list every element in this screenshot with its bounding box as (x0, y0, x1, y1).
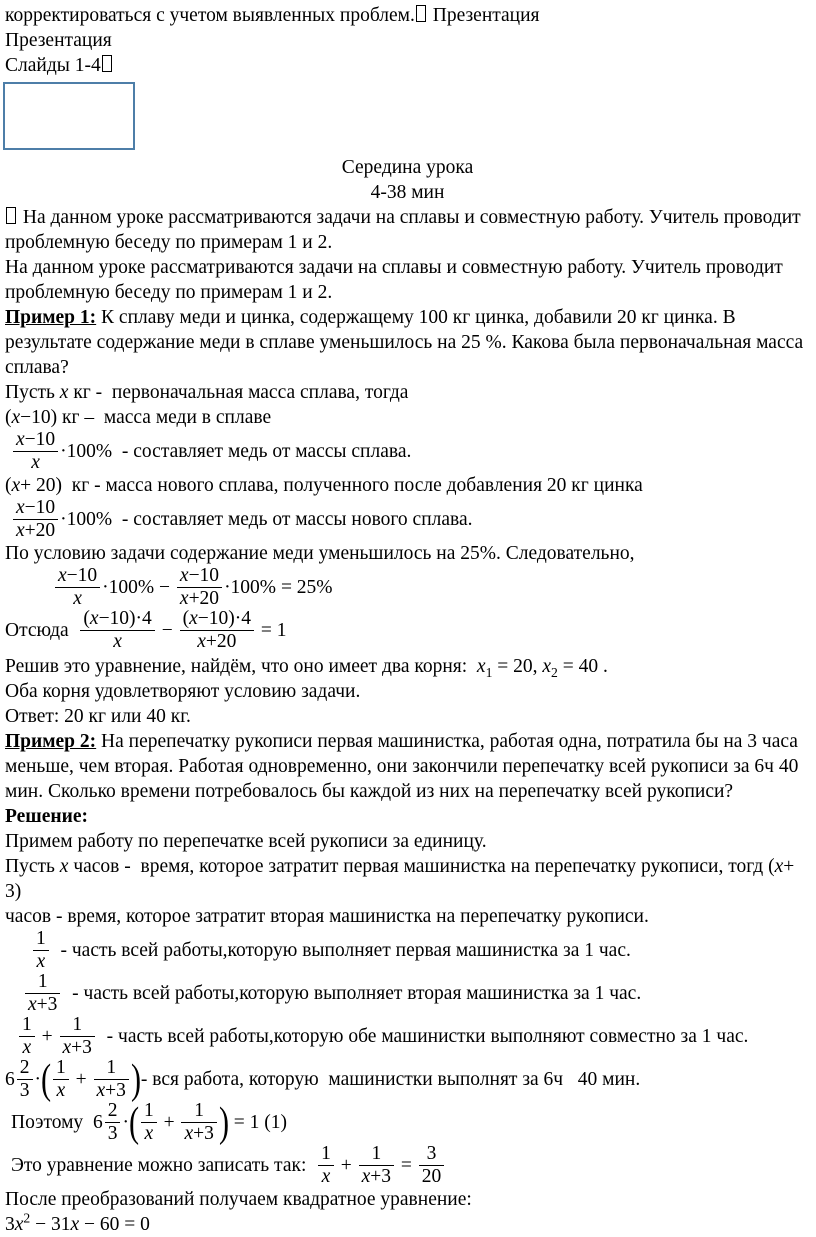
example1-condition-line: По условию задачи содержание меди уменьшилось на 25%. Следовательно, (5, 543, 635, 564)
mixed-number-whole: 6 (92, 1112, 103, 1133)
formula-hence-equation (5, 609, 810, 652)
formula-caption: - часть всей работы,которую обе машинистки выполняют совместно за 1 час. (96, 1026, 749, 1047)
formula-operator: ·100% (224, 577, 277, 598)
plus-operator: + (36, 1026, 58, 1047)
fraction: $\frac{x-10}{x+20}$ (13, 498, 58, 541)
formula-copper-percent-new (11, 498, 810, 541)
minus-operator: − (156, 620, 178, 641)
intro-text-1: На данном уроке рассматриваются задачи на сплавы и совместную работу. Учитель проводит проблемную беседу по примерам 1 и 2. (5, 207, 806, 253)
example1-mass-line-2: (x+ 20) кг - масса нового сплава, полученного после добавления 20 кг цинка (5, 475, 643, 496)
therefore-label: Поэтому (11, 1112, 93, 1133)
example1-statement (5, 305, 810, 380)
presentation-label-2: Презентация (5, 30, 112, 51)
formula-caption: - составляет медь от массы нового сплава. (112, 509, 473, 530)
fraction: $\frac{1}{x}$ (53, 1058, 69, 1101)
intro-paragraph-2 (5, 255, 810, 305)
plus-operator: + (158, 1112, 180, 1133)
plus-operator: + (335, 1155, 357, 1176)
fraction: $\frac{1}{x+3}$ (60, 1015, 95, 1058)
fraction: $\frac{1}{x}$ (19, 1015, 35, 1058)
fraction: $\frac{(x-10)\cdot 4}{x}$ (80, 609, 154, 652)
example2-let-line-2: часов - время, которое затратит вторая машинистка на перепечатку рукописи. (5, 906, 649, 927)
fraction: $\frac{1}{x+3}$ (181, 1101, 216, 1144)
formula-caption: - часть всей работы,которую выполняет первая машинистка за 1 час. (50, 940, 631, 961)
intro-text-2: На данном уроке рассматриваются задачи на сплавы и совместную работу. Учитель проводит проблемную беседу по примерам 1 и 2. (5, 257, 788, 303)
example2-text: На перепечатку рукописи первая машинистка, работая одна, потратила бы на 3 часа меньше, чем вторая. Работая одновременно, они закончили перепечатку всей рукописи за 6ч 40 мин. Сколько времени потребовалось бы каждой из них на перепечатку всей рукописи? (5, 731, 804, 802)
formula-caption: - составляет медь от массы сплава. (112, 441, 412, 462)
hence-label: Отсюда (5, 620, 79, 641)
equals-part: = 25% (276, 577, 333, 598)
example1-both-roots-line: Оба корня удовлетворяют условию задачи. (5, 681, 361, 702)
dot-operator: · (122, 1112, 129, 1133)
example2-let-line-1: Пусть x часов - время, которое затратит первая машинистка на перепечатку рукописи, тогд (x+ 3) (5, 856, 800, 902)
formula-caption: - часть всей работы,которую выполняет вторая машинистка за 1 час. (62, 983, 642, 1004)
fraction: $\frac{1}{x}$ (141, 1101, 157, 1144)
example1-label: Пример 1: (5, 307, 97, 328)
minus-operator: − (154, 577, 175, 598)
equals-part: = (396, 1155, 417, 1176)
fraction: $\frac{(x-10)\cdot 4}{x+20}$ (180, 609, 254, 652)
equals-part: = 1 (228, 1112, 260, 1133)
example1-mass-line-1: (x−10) кг – масса меди в сплаве (5, 407, 272, 428)
top-line-2 (5, 28, 810, 53)
top-line-1 (5, 3, 810, 28)
fraction: $\frac{1}{x+3}$ (94, 1058, 129, 1101)
formula-operator: ·100% (102, 577, 155, 598)
fraction: $\frac{1}{x}$ (318, 1144, 334, 1187)
formula-operator: ·100% (60, 441, 113, 462)
fraction: $\frac{2}{3}$ (17, 1058, 33, 1101)
formula-caption: - вся работа, которую машинистки выполнят за 6ч 40 мин. (140, 1069, 641, 1090)
missing-glyph-icon (416, 5, 426, 22)
fraction: $\frac{x-10}{x}$ (55, 566, 100, 609)
slides-line (5, 53, 810, 78)
example2-quadratic-intro: После преобразований получаем квадратное уравнение: (5, 1189, 472, 1210)
formula-total-work: 6 $\frac{2}{3}$ · ( $\frac{1}{x}$ + $\frac{1}{x+3}$ ) - вся работа, которую машинистки выполнят за 6ч 40 мин. (5, 1056, 641, 1103)
formula-equation-1: Поэтому 6 $\frac{2}{3}$ · ( $\frac{1}{x}$ + $\frac{1}{x+3}$ ) = 1 (1) (11, 1099, 287, 1146)
equation-number: (1) (259, 1112, 287, 1133)
slide-placeholder-box[interactable] (3, 82, 135, 150)
dot-operator: · (34, 1069, 41, 1090)
fraction: $\frac{1}{x}$ (33, 929, 49, 972)
top-line-1-text: корректироваться с учетом выявленных проблем. (5, 5, 415, 26)
formula-work-joint (17, 1015, 810, 1058)
example2-statement (5, 729, 810, 804)
presentation-label: Презентация (427, 5, 540, 26)
formula-percent-equation (53, 566, 810, 609)
fraction: $\frac{1}{x+3}$ (359, 1144, 394, 1187)
plus-operator: + (70, 1069, 92, 1090)
section-time: 4-38 мин (370, 182, 445, 203)
fraction: $\frac{3}{20}$ (419, 1144, 445, 1187)
fraction: $\frac{x-10}{x+20}$ (177, 566, 222, 609)
section-title: Середина урока (341, 157, 474, 178)
example2-quadratic-equation: $3x^2 - 31x - 60 = 0$ (5, 1210, 150, 1235)
equals-part: = 1 (255, 620, 287, 641)
example2-unit-line: Примем работу по перепечатке всей рукописи за единицу. (5, 831, 487, 852)
solution-label-text: Решение: (5, 806, 89, 827)
formula-copper-percent-original (11, 430, 810, 473)
example2-label: Пример 2: (5, 731, 97, 752)
example1-text: К сплаву меди и цинка, содержащему 100 кг цинка, добавили 20 кг цинка. В результате содержание меди в сплаве уменьшилось на 25 %. Какова была первоначальная масса сплава? (5, 307, 809, 378)
example1-roots-line: Решив это уравнение, найдём, что оно имеет два корня: $x_1 = 20$, $x_2 = 40$ . (5, 656, 608, 680)
missing-glyph-icon (102, 55, 112, 72)
missing-glyph-icon (6, 207, 16, 224)
formula-rewritten-equation (11, 1144, 810, 1187)
fraction: $\frac{x-10}{x}$ (13, 430, 58, 473)
example1-answer-line: Ответ: 20 кг или 40 кг. (5, 706, 191, 727)
intro-paragraph-1 (5, 205, 810, 255)
rewrite-label: Это уравнение можно записать так: (11, 1155, 317, 1176)
slides-label: Слайды 1-4 (5, 55, 101, 76)
formula-operator: ·100% (60, 509, 113, 530)
fraction: $\frac{1}{x+3}$ (25, 972, 60, 1015)
example1-let-line: Пусть x кг - первоначальная масса сплава, тогда (5, 382, 409, 403)
formula-work-first-typist (31, 929, 810, 972)
fraction: $\frac{2}{3}$ (105, 1101, 121, 1144)
solution-label (5, 804, 810, 829)
formula-work-second-typist (23, 972, 810, 1015)
mixed-number-whole: 6 (5, 1069, 15, 1090)
